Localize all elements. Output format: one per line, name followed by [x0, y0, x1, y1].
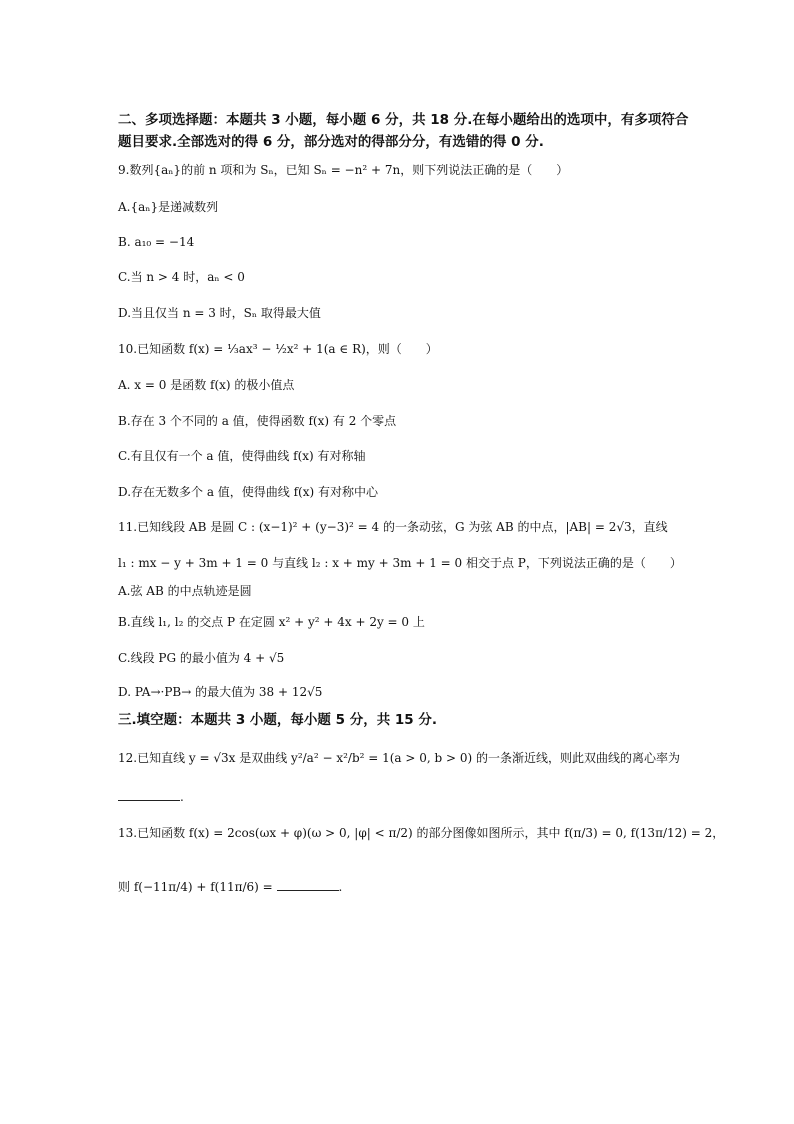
q10-stem: 10.已知函数 f(x) = ⅓ax³ − ½x² + 1(a ∈ R)，则（ ）	[118, 342, 438, 356]
q13-stem: 13.已知函数 f(x) = 2cos(ωx + φ)(ω > 0, |φ| < π/2) 的部分图像如图所示，其中 f(π/3) = 0, f(13π/12) = 2，	[118, 826, 725, 840]
q10-option-a: A. x = 0 是函数 f(x) 的极小值点	[118, 378, 295, 392]
q12-answer-blank[interactable]	[118, 788, 180, 801]
section-2-header-line-1: 二、多项选择题：本题共 3 小题，每小题 6 分，共 18 分.在每小题给出的选项中，有多项符合	[118, 112, 689, 128]
q11-stem-line-2: l₁ : mx − y + 3m + 1 = 0 与直线 l₂ : x + my + 3m + 1 = 0 相交于点 P，下列说法正确的是（ ）	[118, 556, 682, 570]
q13-ask-line	[118, 878, 342, 895]
q11-option-c: C.线段 PG 的最小值为 4 + √5	[118, 651, 285, 665]
q11-option-a: A.弦 AB 的中点轨迹是圆	[118, 584, 252, 598]
q9-option-c: C.当 n > 4 时，aₙ < 0	[118, 270, 245, 284]
q12-stem: 12.已知直线 y = √3x 是双曲线 y²/a² − x²/b² = 1(a > 0, b > 0) 的一条渐近线，则此双曲线的离心率为	[118, 751, 681, 765]
section-2-header-line-2: 题目要求.全部选对的得 6 分，部分选对的得部分分，有选错的得 0 分.	[118, 134, 544, 150]
q13-ask: 则 f(−11π/4) + f(11π/6) =	[118, 880, 273, 894]
q13-period: .	[338, 880, 343, 894]
q12-answer-line	[118, 788, 184, 805]
q13-answer-blank[interactable]	[277, 878, 339, 891]
q9-option-d: D.当且仅当 n = 3 时，Sₙ 取得最大值	[118, 306, 321, 320]
q9-option-b: B. a₁₀ = −14	[118, 235, 195, 249]
q11-option-d: D. PA→·PB→ 的最大值为 38 + 12√5	[118, 685, 323, 699]
q11-option-b: B.直线 l₁, l₂ 的交点 P 在定圆 x² + y² + 4x + 2y = 0 上	[118, 615, 425, 629]
q10-option-c: C.有且仅有一个 a 值，使得曲线 f(x) 有对称轴	[118, 449, 366, 463]
q9-option-a: A.{aₙ}是递减数列	[118, 200, 219, 214]
q9-stem: 9.数列{aₙ}的前 n 项和为 Sₙ，已知 Sₙ = −n² + 7n，则下列说法正确的是（ ）	[118, 163, 569, 177]
q12-period: .	[180, 790, 184, 804]
q10-option-d: D.存在无数多个 a 值，使得曲线 f(x) 有对称中心	[118, 485, 378, 499]
section-3-header: 三.填空题：本题共 3 小题，每小题 5 分，共 15 分.	[118, 712, 438, 728]
q11-stem-line-1: 11.已知线段 AB 是圆 C : (x−1)² + (y−3)² = 4 的一条动弦，G 为弦 AB 的中点，|AB| = 2√3，直线	[118, 520, 668, 534]
q10-option-b: B.存在 3 个不同的 a 值，使得函数 f(x) 有 2 个零点	[118, 414, 397, 428]
